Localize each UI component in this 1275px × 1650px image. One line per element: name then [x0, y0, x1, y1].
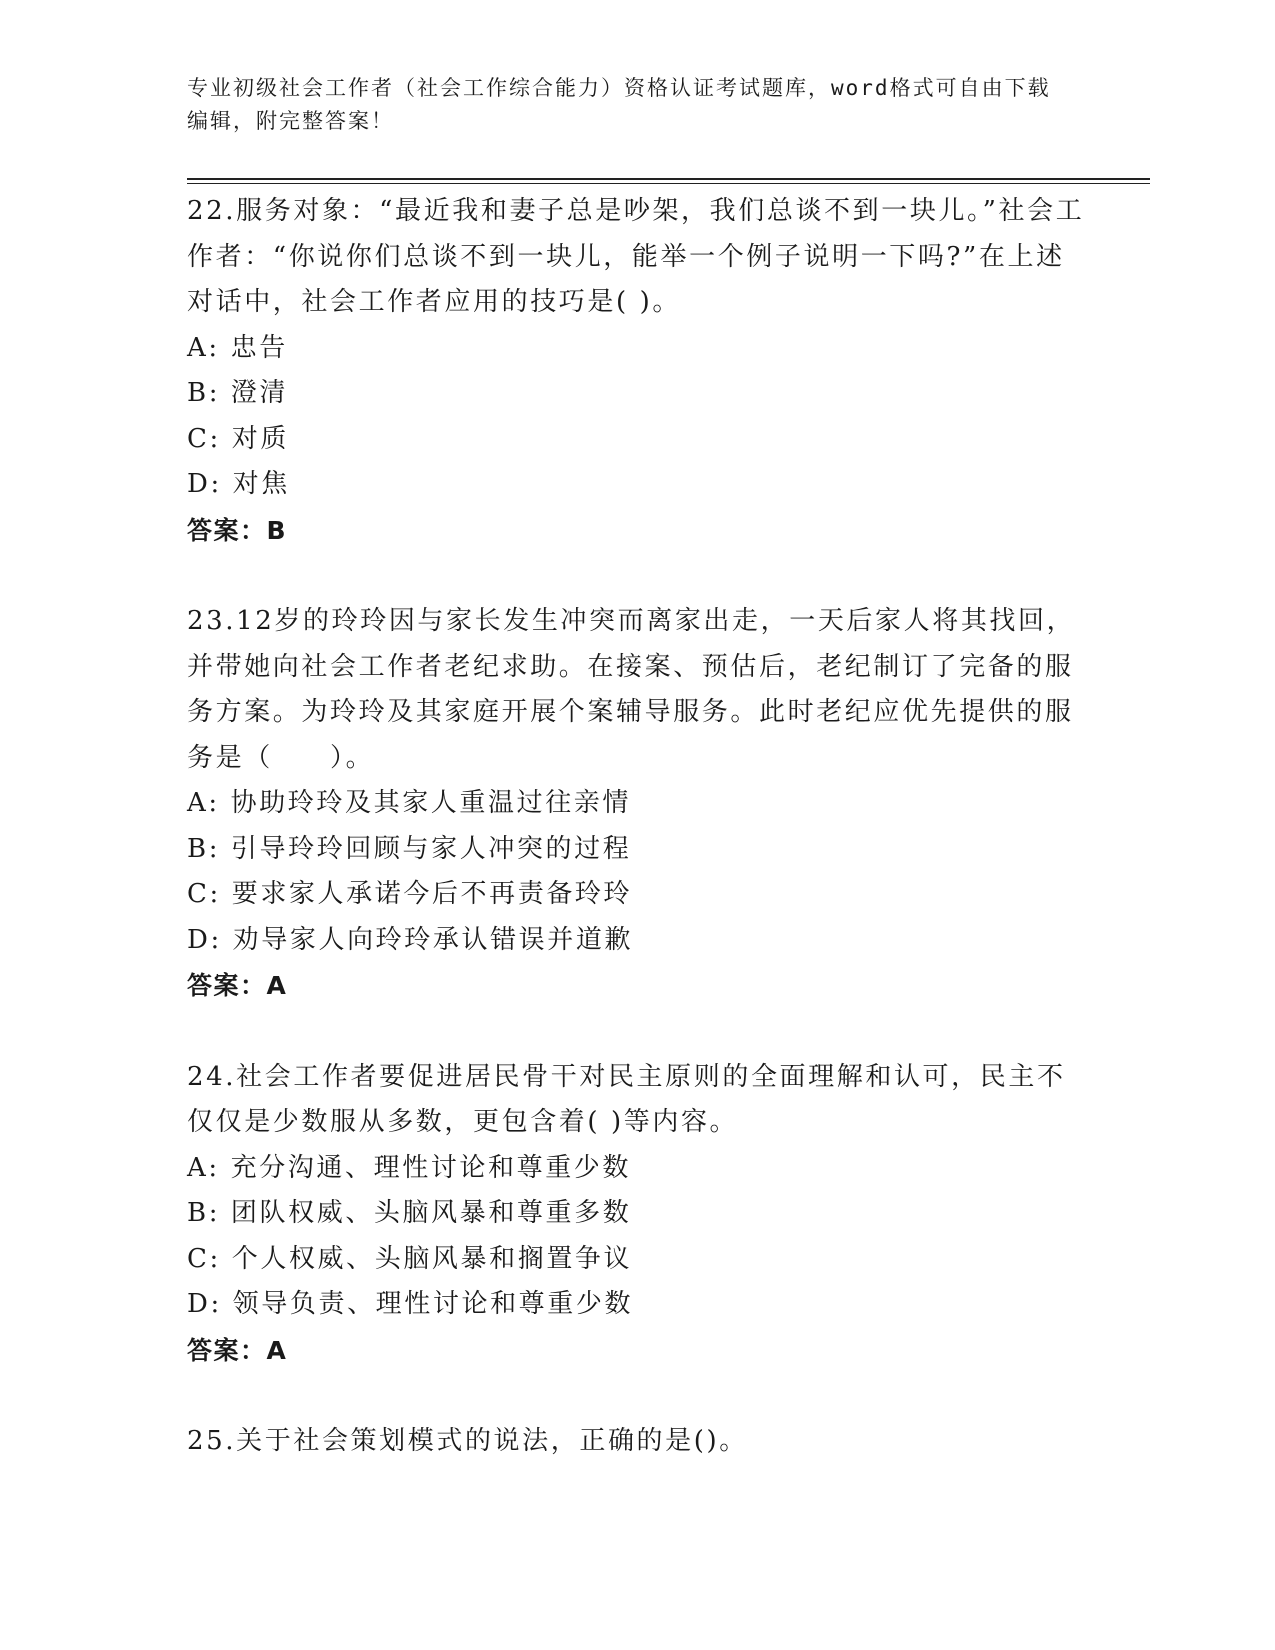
answer-line: 答案：A: [187, 1335, 288, 1365]
option-d: D: 劝导家人向玲玲承认错误并道歉: [187, 924, 634, 955]
question-stem: 22.服务对象：“最近我和妻子总是吵架，我们总谈不到一块儿。”社会工作者：“你说你们总谈不到一块儿，能举一个例子说明一下吗?”在上述对话中，社会工作者应用的技巧是( )。: [187, 196, 1085, 317]
option-d: D: 对焦: [187, 469, 290, 499]
question-stem: 24.社会工作者要促进居民骨干对民主原则的全面理解和认可，民主不仅仅是少数服从多数，更包含着( )等内容。: [187, 1061, 1066, 1137]
option-b: B: 澄清: [187, 378, 289, 408]
option-c: C: 对质: [187, 423, 289, 454]
option-a: A: 忠告: [187, 332, 288, 363]
option-c: C: 个人权威、头脑风暴和搁置争议: [187, 1243, 633, 1274]
question-stem: 23.12岁的玲玲因与家长发生冲突而离家出走，一天后家人将其找回，并带她向社会工作者老纪求助。在接案、预估后，老纪制订了完备的服务方案。为玲玲及其家庭开展个案辅导服务。此时老纪应优先提供的服务是（ ）。: [187, 606, 1076, 773]
question-24: [187, 1055, 1087, 1374]
option-a: A: 充分沟通、理性讨论和尊重少数: [187, 1152, 632, 1183]
header-rule-thin: [187, 183, 1150, 184]
option-a: A: 协助玲玲及其家人重温过往亲情: [187, 788, 632, 818]
question-spacer: [187, 553, 1087, 599]
question-23: [187, 599, 1087, 1009]
header-rule-thick: [187, 178, 1150, 180]
question-stem: 25.关于社会策划模式的说法，正确的是()。: [187, 1426, 748, 1456]
option-d: D: 领导负责、理性讨论和尊重少数: [187, 1289, 634, 1319]
document-header: 专业初级社会工作者（社会工作综合能力）资格认证考试题库，word格式可自由下载编辑，附完整答案！: [187, 76, 1051, 133]
option-c: C: 要求家人承诺今后不再责备玲玲: [187, 879, 633, 909]
question-spacer: [187, 1373, 1087, 1419]
question-25: [187, 1419, 1087, 1465]
option-b: B: 团队权威、头脑风暴和尊重多数: [187, 1198, 632, 1228]
answer-line: 答案：B: [187, 515, 288, 545]
option-b: B: 引导玲玲回顾与家人冲突的过程: [187, 833, 632, 864]
question-22: [187, 189, 1087, 553]
answer-line: 答案：A: [187, 971, 288, 1000]
question-list: [187, 189, 1087, 1465]
question-spacer: [187, 1009, 1087, 1055]
